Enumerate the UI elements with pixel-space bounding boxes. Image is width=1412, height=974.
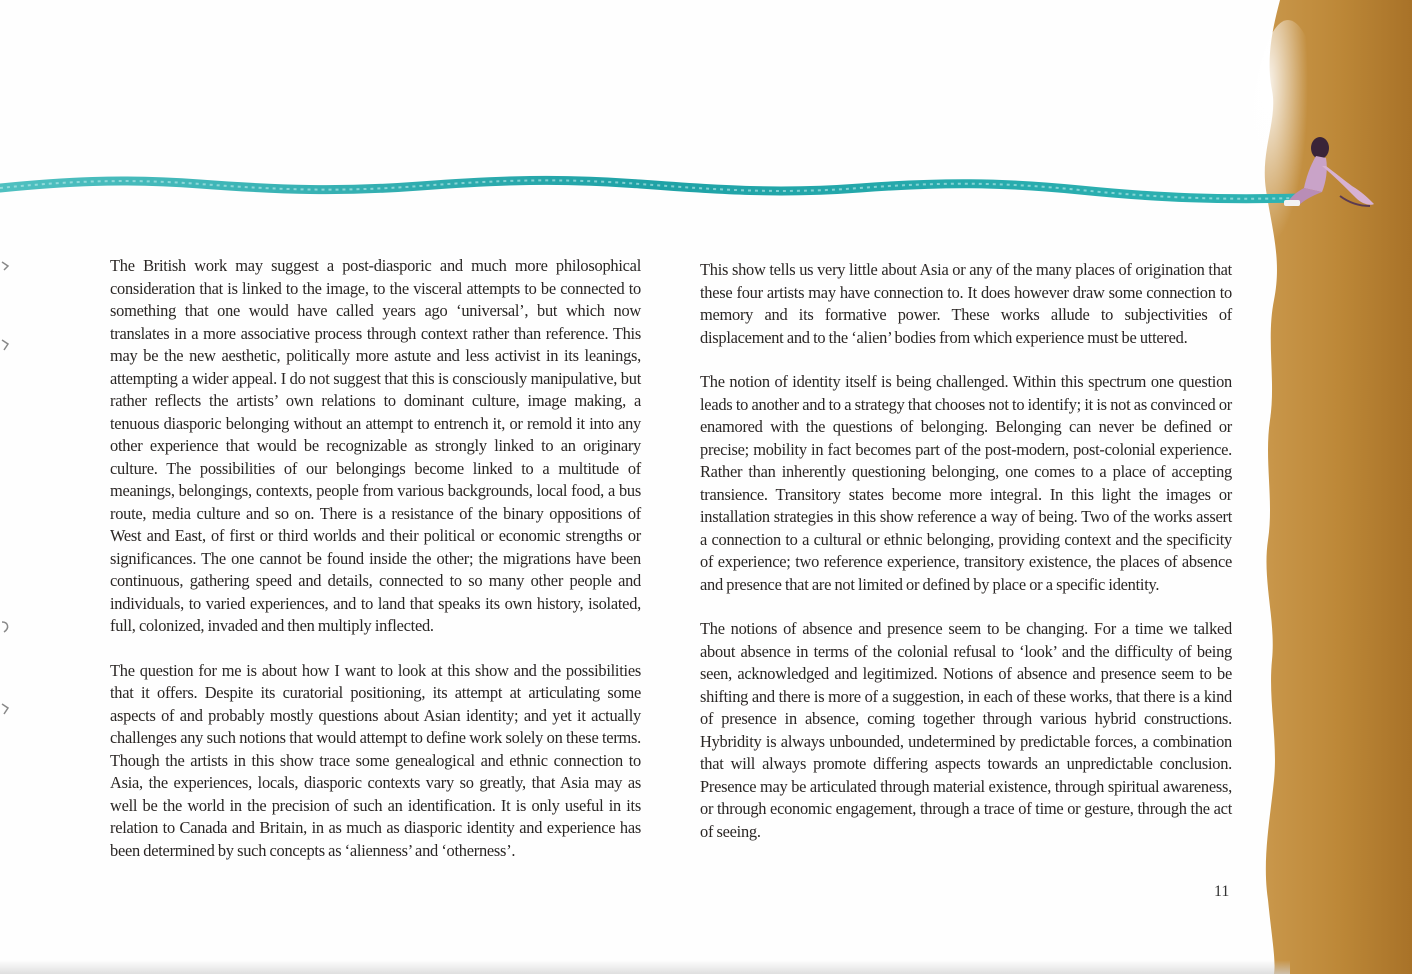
right-paragraph-2: The notion of identity itself is being challenged. Within this spectrum one question leads to another and to a strategy that chooses not to identify; it is not as convinced or enamored with the questions of belonging. Belonging can never be defined or precise; mobility in fact becomes part of the post-modern, post-colonial experience. Rather than inherently questioning belonging, one comes to a place of accepting transience. Transitory states become more integral. In this light the images or installation strategies in this show reference a way of being. Two of the works assert a connection to a cultural or ethnic belonging, providing context and the specificity of experience; two reference experience, transitory existence, the places of absence and presence that are not limited or defined by place or a specific identity. (700, 372, 1232, 594)
seated-child-figure (1282, 126, 1382, 226)
page-number: 11 (1214, 883, 1230, 900)
binding-marks (0, 0, 20, 974)
right-paragraph-3: The notions of absence and presence seem to be changing. For a time we talked about absence in terms of the colonial refusal to ‘look’ and the difficulty of being seen, acknowledged and legitimized. Notions of absence and presence seem to be shifting and there is more of a suggestion, in each of these works, that there is a kind of presence in absence, coming together through various hybrid constructions. Hybridity is always unbounded, undetermined by predictable forces, a combination that will always promote differing aspects towards an unpredictable conclusion. Presence may be articulated through material existence, through spiritual awareness, or through economic engagement, through a trace of time or gesture, through the act of seeing. (700, 619, 1232, 841)
left-text-column (110, 255, 641, 884)
right-paragraph-1: This show tells us very little about Asia or any of the many places of origination that these four artists may have connection to. It does however draw some connection to memory and its formative power. These works allude to subjectivities of displacement and to the ‘alien’ bodies from which experience must be uttered. (700, 260, 1232, 347)
left-paragraph-1: The British work may suggest a post-diasporic and much more philosophical consideration that is linked to the image, to the visceral attempts to be connected to something that one would have called years ago ‘universal’, but which now translates in a more associative process through context rather than reference. This may be the new aesthetic, politically more astute and less activist in its leanings, attempting a wider appeal. I do not suggest that this is consciously manipulative, but rather reflects the artists’ own relations to dominant culture, image making, a tenuous diasporic belonging without an attempt to entrench it, or remold it into any other experience that would be recognizable as strongly linked to an originary culture. The possibilities of our belongings become linked to a multitude of meanings, belongings, contexts, people from various backgrounds, local food, a bus route, media culture and so on. There is a resistance of the binary oppositions of West and East, of first or third worlds and their political or economic strengths or significances. The one cannot be found inside the other; the migrations have been continuous, gathering speed and details, connected to so many other people and individuals, to varied experiences, and to land that speaks its own history, isolated, full, colonized, invaded and then multiply inflected. (110, 256, 641, 635)
right-text-column (700, 259, 1232, 865)
teal-wave-line (0, 160, 1300, 230)
page-bottom-shadow (0, 960, 1290, 974)
left-paragraph-2: The question for me is about how I want to look at this show and the possibilities that it offers. Despite its curatorial positioning, its attempt at articulating some aspects of and probably mostly questions about Asian identity; and yet it actually challenges any such notions that would attempt to define work solely on these terms. Though the artists in this show trace some genealogical and ethnic connection to Asia, the experiences, locals, diasporic contexts vary so greatly, that Asia may as well be the world in the precision of such an identification. It is only useful in its relation to Canada and Britain, in as much as diasporic identity and experience has been determined by such concepts as ‘alienness’ and ‘otherness’. (110, 660, 641, 860)
